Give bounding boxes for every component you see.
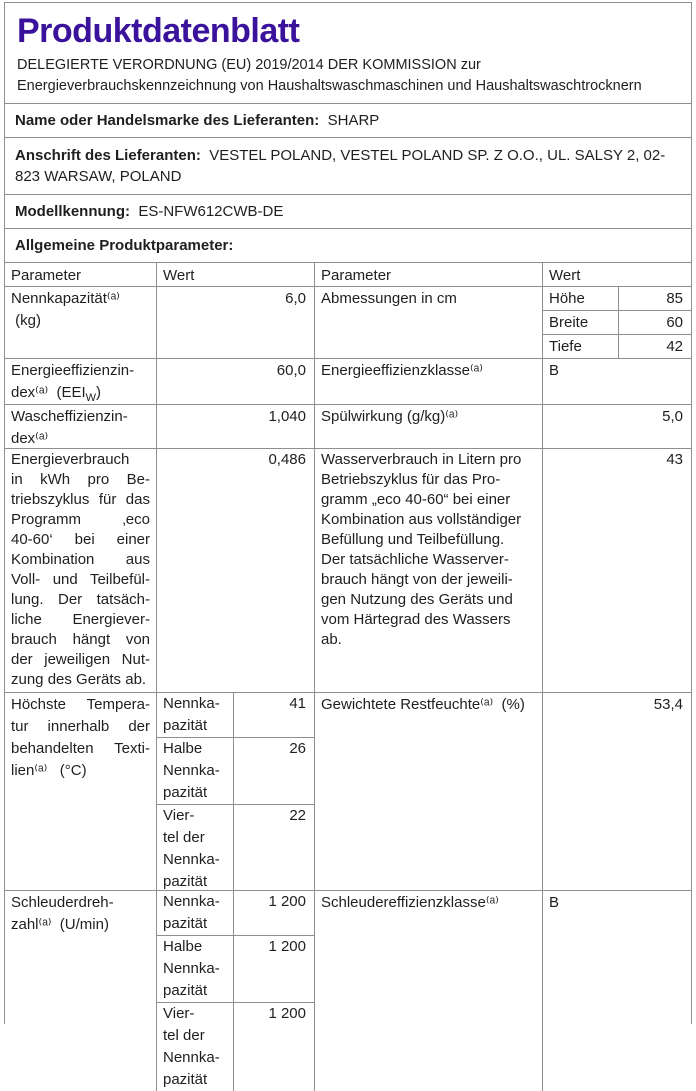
text-line: pazität <box>163 717 208 734</box>
text-line: pazität <box>163 1071 208 1088</box>
text-line: vom Härtegrad des Wassers <box>321 611 511 628</box>
text-line: brauch hängt von der jeweili- <box>321 571 513 588</box>
text-line: Vier- <box>163 807 195 824</box>
model-value: ES-NFW612CWB-DE <box>138 203 284 220</box>
table-row-energieeffizienzindex <box>5 359 691 405</box>
param-schleudereffizienzklasse: Schleudereffizienzklasse⁽ᵃ⁾ <box>315 891 543 1091</box>
dim-row-tiefe <box>543 335 691 359</box>
param-wascheffizienzindex <box>5 405 157 450</box>
text-line: Voll- und Teilbefül- <box>11 571 150 588</box>
text-line: Kombination aus vollständiger <box>321 511 522 528</box>
value-wasserverbrauch: 43 <box>666 451 683 468</box>
supplier-value: SHARP <box>327 112 380 129</box>
text-line: Der tatsächliche Wasserver- <box>321 551 509 568</box>
product-datasheet <box>4 2 692 1088</box>
param-spuelwirkung: Spülwirkung (g/kg)⁽ᵃ⁾ <box>315 405 543 450</box>
text-line: liche Energiever- <box>11 611 150 628</box>
dim-label-breite: Breite <box>543 311 619 334</box>
spin-label-halbe <box>157 936 234 1002</box>
param-nennkapazitaet <box>5 287 157 359</box>
dim-row-hoehe <box>543 287 691 311</box>
col-header-parameter-1: Parameter <box>5 263 157 287</box>
table-row-wascheffizienzindex <box>5 405 691 449</box>
text-line: lung. Der tatsäch- <box>11 591 150 608</box>
temperatur-subtable <box>157 693 315 893</box>
spin-row-nennkapazitaet <box>157 891 314 936</box>
text-line: gramm „eco 40-60“ bei einer <box>321 491 511 508</box>
value-spuelwirkung: 5,0 <box>662 408 683 425</box>
spin-value-viertel: 1 200 <box>268 1005 306 1022</box>
value-energieeffizienzindex: 60,0 <box>157 359 315 404</box>
text-line: DELEGIERTE VERORDNUNG (EU) 2019/2014 DER KOMMISSION zur <box>17 57 481 73</box>
text-line: pazität <box>163 915 208 932</box>
param-abmessungen: Abmessungen in cm <box>315 287 543 359</box>
text-line: der jeweiligen Nut- <box>11 651 150 668</box>
col-header-wert-2: Wert <box>549 267 581 284</box>
col-header-wert-1: Wert <box>157 263 315 287</box>
text-line: pazität <box>163 982 208 999</box>
text-line: behandelten Texti- <box>11 740 150 757</box>
text-line: Nennka- <box>163 1049 220 1066</box>
dims-subtable <box>543 287 691 359</box>
text-line: gen Nutzung des Geräts und <box>321 591 513 608</box>
col-header-parameter-2: Parameter <box>315 263 543 287</box>
drehzahl-subtable <box>157 891 315 1091</box>
dim-value-breite: 60 <box>666 314 683 331</box>
value-schleudereffizienzklasse: B <box>549 894 560 911</box>
text-line: Energieverbrauchskennzeichnung von Haushaltswaschmaschinen und Haushaltswaschtrocknern <box>17 78 642 94</box>
temp-value-viertel: 22 <box>289 807 306 824</box>
param-energieeffizienzindex <box>5 359 157 404</box>
text-line: zahl⁽ᵃ⁾ (U/min) <box>11 916 109 933</box>
param-schleuderdrehzahl <box>5 891 157 1091</box>
param-hoechste-temperatur <box>5 693 157 893</box>
text-line: Schleuderdreh- <box>11 894 114 911</box>
spin-row-halbe <box>157 936 314 1003</box>
text-line: in kWh pro Be- <box>11 471 150 488</box>
supplier-label: Name oder Handelsmarke des Lieferanten: <box>15 112 320 129</box>
param-energieeffizienzklasse: Energieeffizienzklasse⁽ᵃ⁾ <box>315 359 543 404</box>
text-line: tur innerhalb der <box>11 718 150 735</box>
temp-value-nennkapazitaet: 41 <box>289 695 306 712</box>
text-line: lien⁽ᵃ⁾ (°C) <box>11 762 87 779</box>
dim-value-hoehe: 85 <box>666 290 683 307</box>
temp-label-nennkapazitaet <box>157 693 234 737</box>
dim-label-tiefe: Tiefe <box>543 335 619 359</box>
value-energieverbrauch: 0,486 <box>157 449 315 692</box>
dim-value-tiefe: 42 <box>666 338 683 355</box>
temp-row-nennkapazitaet <box>157 693 314 738</box>
eei-subscript: W <box>85 392 97 404</box>
text-line: 40-60‘ bei einer <box>11 531 150 548</box>
temp-label-viertel <box>157 805 234 893</box>
param-wasserverbrauch <box>315 449 543 692</box>
text-line: tel der <box>163 829 205 846</box>
text-line: dex⁽ᵃ⁾ <box>11 430 49 447</box>
text-line: pazität <box>163 784 208 801</box>
text-line: Vier- <box>163 1005 195 1022</box>
text-line: Nennka- <box>163 695 220 712</box>
text-line: (kg) <box>11 312 41 329</box>
value-restfeuchte: 53,4 <box>653 696 683 713</box>
section-title-row <box>5 229 691 263</box>
title-block <box>5 3 691 51</box>
spin-label-viertel <box>157 1003 234 1091</box>
text-line: pazität <box>163 873 208 890</box>
table-row-energieverbrauch <box>5 449 691 693</box>
table-header-row <box>5 263 691 287</box>
dim-label-hoehe: Höhe <box>543 287 619 310</box>
page-title: Produktdatenblatt <box>17 12 300 50</box>
eei-suffix: ) <box>96 384 102 401</box>
supplier-row <box>5 104 691 138</box>
spin-row-viertel <box>157 1003 314 1091</box>
text-line: Nennka- <box>163 960 220 977</box>
text-line: Höchste Tempera- <box>11 696 150 713</box>
table-row-nennkapazitaet <box>5 287 691 359</box>
text-line: Wascheffizienzin- <box>11 408 128 425</box>
text-line: triebszyklus für das <box>11 491 150 508</box>
text-line: Programm ‚eco <box>11 511 150 528</box>
temp-row-viertel <box>157 805 314 893</box>
value-wascheffizienzindex: 1,040 <box>157 405 315 450</box>
value-nennkapazitaet: 6,0 <box>157 287 315 359</box>
text-line: Betriebszyklus für das Pro- <box>321 471 501 488</box>
text-line: Nennka- <box>163 893 220 910</box>
model-row <box>5 195 691 229</box>
param-restfeuchte: Gewichtete Restfeuchte⁽ᵃ⁾ (%) <box>315 693 543 893</box>
text-line: Energieverbrauch <box>11 451 130 468</box>
regulation-subtitle <box>5 51 691 104</box>
model-label: Modellkennung: <box>15 203 130 220</box>
parameter-table <box>5 263 691 1090</box>
text-line: ab. <box>321 631 342 648</box>
text-line: Energieeffizienzin- <box>11 362 135 379</box>
param-energieverbrauch <box>5 449 157 692</box>
text-line: Wasserverbrauch in Litern pro <box>321 451 522 468</box>
temp-row-halbe <box>157 738 314 805</box>
eei-prefix: dex⁽ᵃ⁾ (EEI <box>11 384 86 401</box>
spin-value-halbe: 1 200 <box>268 938 306 955</box>
text-line: Befüllung und Teilbefüllung. <box>321 531 505 548</box>
text-line: Nennkapazität⁽ᵃ⁾ <box>11 290 120 307</box>
text-line: tel der <box>163 1027 205 1044</box>
text-line: Nennka- <box>163 851 220 868</box>
text-line: Kombination aus <box>11 551 150 568</box>
text-line: zung des Geräts ab. <box>11 671 147 688</box>
table-row-hoechste-temperatur <box>5 693 691 891</box>
text-line: brauch hängt von <box>11 631 150 648</box>
table-row-schleuderdrehzahl <box>5 891 691 1090</box>
address-label: Anschrift des Lieferanten: <box>15 147 201 164</box>
dim-row-breite <box>543 311 691 335</box>
text-line: Halbe <box>163 740 203 757</box>
temp-label-halbe <box>157 738 234 804</box>
address-value: VESTEL POLAND, VESTEL POLAND SP. Z O.O., UL. SALSY 2, 02-823 WARSAW, POLAND <box>15 147 666 185</box>
text-line <box>11 382 150 404</box>
text-line: Nennka- <box>163 762 220 779</box>
spin-value-nennkapazitaet: 1 200 <box>268 893 306 910</box>
temp-value-halbe: 26 <box>289 740 306 757</box>
text-line: Halbe <box>163 938 203 955</box>
section-title: Allgemeine Produktparameter: <box>15 237 234 254</box>
address-row <box>5 138 691 195</box>
value-energieeffizienzklasse: B <box>549 362 560 379</box>
spin-label-nennkapazitaet <box>157 891 234 935</box>
